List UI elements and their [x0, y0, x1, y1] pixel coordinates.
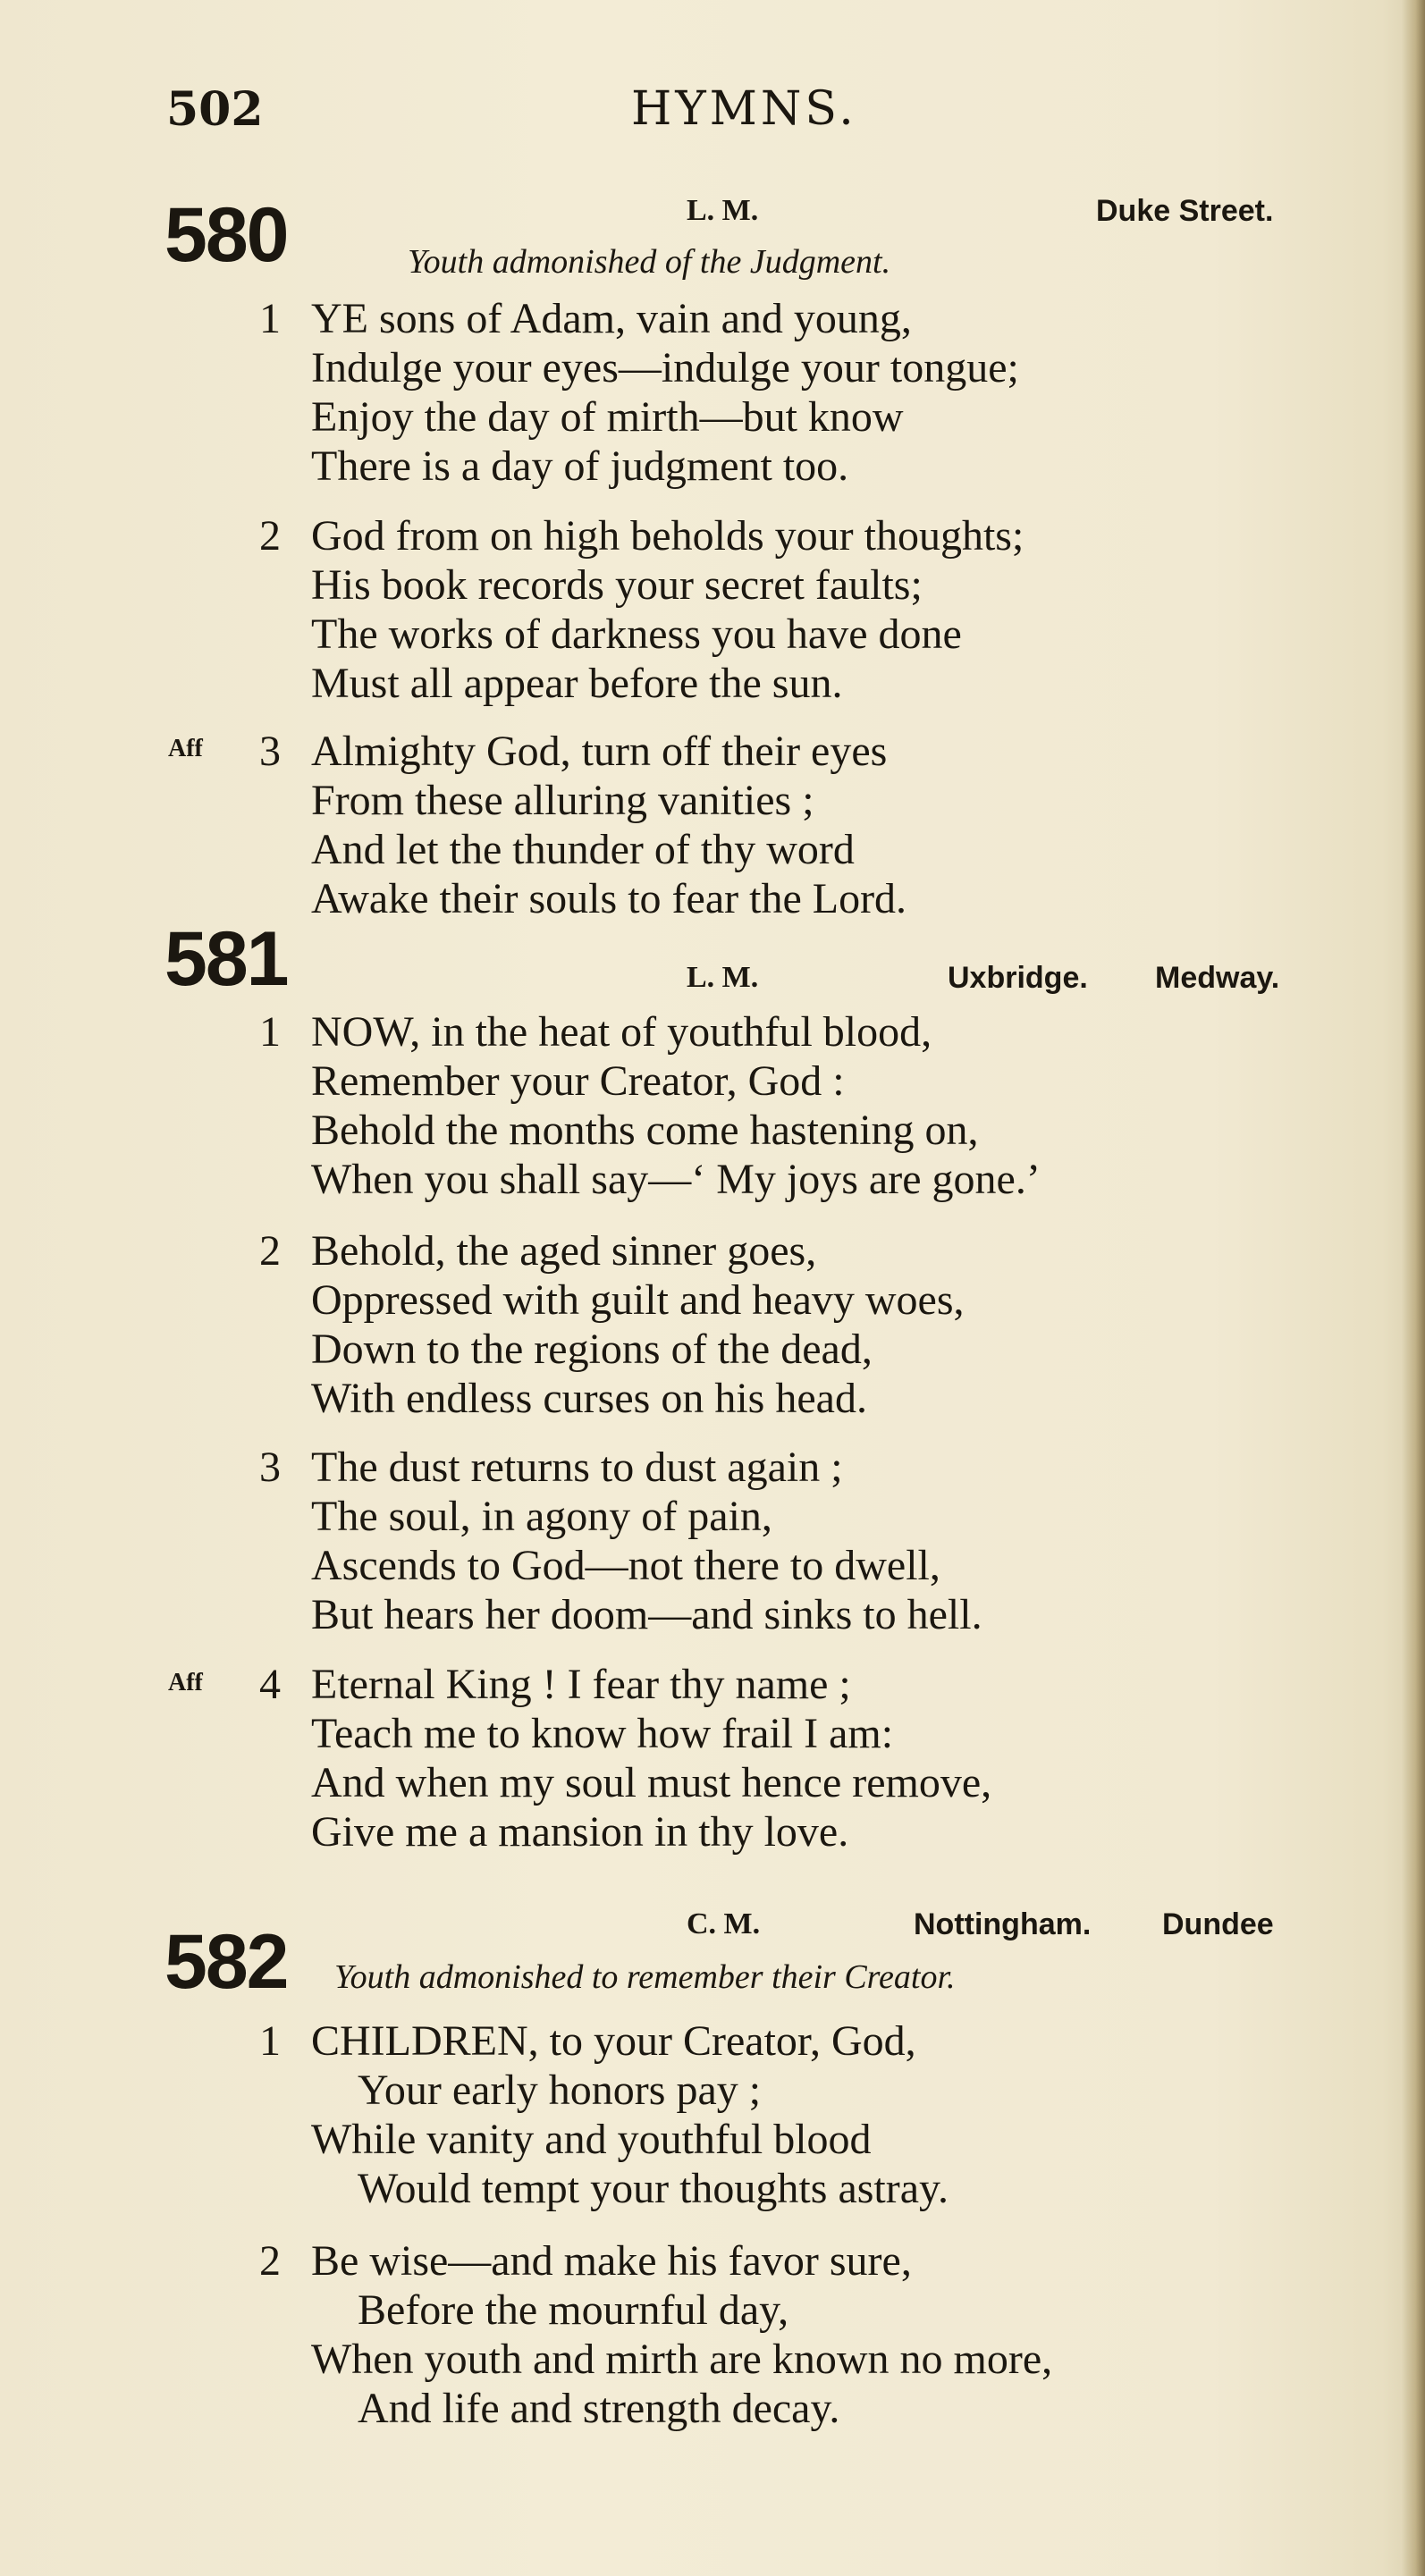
verse-line: Behold, the aged sinner goes, [311, 1227, 817, 1275]
verse-number: 1 [259, 1008, 281, 1056]
verse-line: And let the thunder of thy word [311, 826, 855, 873]
verse-number: 2 [259, 2237, 281, 2285]
verse-line: Down to the regions of the dead, [311, 1326, 873, 1373]
verse-line: NOW, in the heat of youthful blood, [311, 1008, 932, 1056]
verse-line: And when my soul must hence remove, [311, 1759, 992, 1806]
affix-mark: Aff [168, 1669, 203, 1696]
hymn-582-tune-2: Dundee [1162, 1907, 1274, 1941]
hymn-580-meter: L. M. [687, 194, 759, 227]
hymn-number-580: 580 [164, 192, 288, 278]
verse-number: 4 [259, 1661, 281, 1708]
verse-line: The works of darkness you have done [311, 610, 962, 658]
hymn-number-582: 582 [164, 1919, 288, 2005]
verse-line: From these alluring vanities ; [311, 777, 814, 824]
verse-line: CHILDREN, to your Creator, God, [311, 2017, 916, 2065]
verse-line: Be wise—and make his favor sure, [311, 2237, 912, 2285]
hymn-582-tune-1: Nottingham. [914, 1907, 1092, 1941]
verse-line: And life and strength decay. [358, 2385, 840, 2432]
verse-line: Your early honors pay ; [358, 2067, 762, 2114]
affix-mark: Aff [168, 735, 203, 762]
hymn-581-tune-2: Medway. [1155, 961, 1280, 995]
hymn-number-581: 581 [164, 916, 288, 1002]
verse-line: Teach me to know how frail I am: [311, 1710, 894, 1757]
verse-line: When you shall say—‘ My joys are gone.’ [311, 1156, 1041, 1203]
verse-line: When youth and mirth are known no more, [311, 2336, 1053, 2383]
hymn-581-meter: L. M. [687, 961, 759, 994]
verse-line: His book records your secret faults; [311, 561, 923, 609]
verse-line: Enjoy the day of mirth—but know [311, 393, 904, 441]
verse-line: But hears her doom—and sinks to hell. [311, 1591, 982, 1638]
verse-line: Behold the months come hastening on, [311, 1107, 979, 1154]
verse-line: Indulge your eyes—indulge your tongue; [311, 344, 1019, 391]
verse-number: 2 [259, 1227, 281, 1275]
verse-number: 1 [259, 2017, 281, 2065]
hymn-580-subtitle: Youth admonished of the Judgment. [408, 243, 891, 281]
verse-line: The soul, in agony of pain, [311, 1493, 772, 1540]
verse-line: Give me a mansion in thy love. [311, 1808, 849, 1856]
hymn-582-subtitle: Youth admonished to remember their Creator. [334, 1958, 956, 1996]
hymn-580-tune: Duke Street. [1096, 194, 1274, 228]
running-head: HYMNS. [631, 82, 857, 136]
verse-line: With endless curses on his head. [311, 1375, 867, 1422]
verse-line: Must all appear before the sun. [311, 660, 843, 707]
verse-line: Almighty God, turn off their eyes [311, 728, 888, 775]
verse-number: 1 [259, 295, 281, 342]
verse-number: 3 [259, 728, 281, 775]
verse-line: Remember your Creator, God : [311, 1057, 845, 1105]
hymn-581-tune-1: Uxbridge. [948, 961, 1088, 995]
verse-line: Awake their souls to fear the Lord. [311, 875, 907, 922]
verse-line: Eternal King ! I fear thy name ; [311, 1661, 851, 1708]
page-edge-shadow [1402, 0, 1425, 2576]
page-number: 502 [166, 82, 264, 137]
verse-number: 3 [259, 1444, 281, 1491]
verse-line: God from on high beholds your thoughts; [311, 512, 1024, 560]
verse-line: There is a day of judgment too. [311, 442, 849, 490]
verse-line: Ascends to God—not there to dwell, [311, 1542, 940, 1589]
hymn-582-meter: C. M. [687, 1907, 761, 1940]
verse-line: YE sons of Adam, vain and young, [311, 295, 912, 342]
verse-line: While vanity and youthful blood [311, 2116, 872, 2163]
verse-line: Oppressed with guilt and heavy woes, [311, 1276, 965, 1324]
verse-line: Would tempt your thoughts astray. [358, 2165, 949, 2212]
verse-line: The dust returns to dust again ; [311, 1444, 843, 1491]
verse-number: 2 [259, 512, 281, 560]
verse-line: Before the mournful day, [358, 2286, 789, 2334]
